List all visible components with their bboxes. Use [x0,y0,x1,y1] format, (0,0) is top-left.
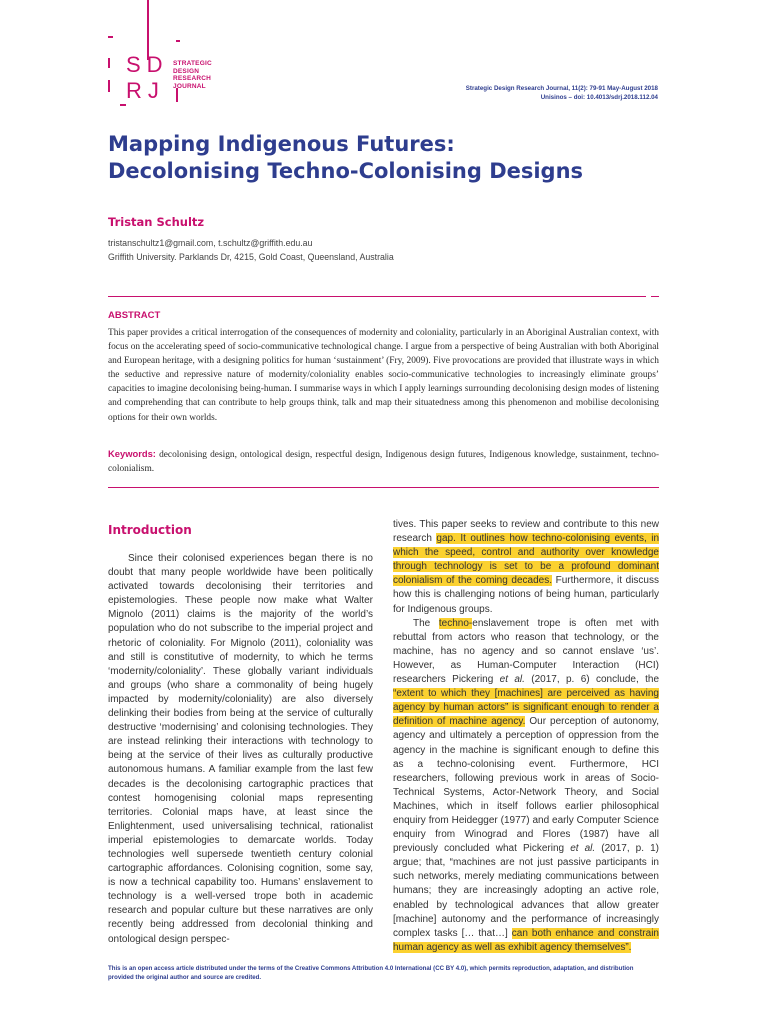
paper-title-line: Mapping Indigenous Futures: [108,132,455,156]
body-text: tives. This paper seeks to review and contribute to this new research [393,519,659,545]
paper-title-line: Decolonising Techno-Colonising Designs [108,159,584,183]
logo-vertical-line [147,0,149,60]
journal-logo [108,28,218,108]
keywords-label: Keywords: [108,448,156,459]
logo-dash [108,36,113,38]
divider-dash [651,296,659,297]
logo-dash [176,88,178,102]
highlighted-text[interactable]: techno- [438,617,473,629]
body-text: Furthermore, it discuss how this is challenging notions of being human, particularly for Indigenous groups. [393,575,659,615]
body-column-right [393,518,659,955]
author-affiliation [108,236,668,264]
logo-dash [108,80,110,92]
paragraph [393,518,659,617]
logo-word: STRATEGIC [173,60,212,67]
journal-citation [338,84,658,102]
logo-word: JOURNAL [173,82,206,90]
logo-word: RESEARCH [173,75,212,82]
body-column-left: Since their colonised experiences began there is no doubt that many people worldwide have been politically activated towards decolonising their territories and epistemologies. These people now make what Walter Mignolo (2011) claims is the majority of the world’s population who do not subscribe to the imperial project and rhetoric of coloniality. For Mignolo (2011), coloniality was and still is constitutive of modernity, to which he terms ‘modernity/coloniality’. These globally variant individuals and groups (who share a commonality of being hugely impacted by modernity/coloniality) are also diversely delinking their bodies from being at the service of culturally destructive ‘modernising’ and colonising technologies. They are instead relinking their interactions with technology to being at the service of their lives as culturally productive autonomous humans. A familiar example from the last few decades is the decolonising cartographic practices that contest homogenising colonial maps representing territories. Colonial maps have, at least since the Enlightenment, used universalising technical, rationalist imperial epistemologies to demarcate worlds. Today technologies well supersede twentieth century colonial cartographic affordances. Colonising cognition, some say, is now a technical capability too. Humans’ enslavement to technology is a well-versed trope both in academic research and popular culture but these narratives are only recently being addressed from decolonial thinking and ontological design perspec- [108,553,373,945]
body-text: The [413,617,439,629]
paper-title [108,131,668,185]
journal-doi-line: Unisinos – doi: 10.4013/sdrj.2018.112.04 [540,94,658,101]
abstract-body: This paper provides a critical interrogation of the consequences of modernity and coloniality, particularly in an Aboriginal Australian context, with focus on the accelerating speed of socio-communicative technological change. I argue from a perspective of being Australian with both Aboriginal and European heritage, with a designing politics for human ‘sustainment’ (Fry, 2009). Five provocations are provided that illustrate ways in which the seductive and repressive nature of modernity/coloniality enables socio-communicative technologies to increasingly eliminate groups’ capacities to imagine decolonising being-human. I summarise ways in which I apply learnings surrounding decolonising design modes of listening and comprehending that can contribute to help groups think, talk and map their situatedness among this phenomenon and mobilise decolonising options for their own worlds. [108,328,659,423]
journal-citation-line: Strategic Design Research Journal, 11(2): 79-91 May-August 2018 [465,85,658,92]
license-footer: This is an open access article distributed under the terms of the Creative Commons Attribution 4.0 International (CC BY 4.0), which permits reproduction, adaptation, and distribution provided the original author and source are credited. [108,965,634,981]
italic-text: et al. [570,843,596,855]
logo-word: DESIGN [173,67,200,75]
keywords [108,447,659,476]
logo-dash [120,104,126,106]
author-institution: Griffith University. Parklands Dr, 4215, Gold Coast, Queensland, Australia [108,252,394,262]
abstract-heading: ABSTRACT [108,310,161,321]
author-emails: tristanschultz1@gmail.com, t.schultz@griffith.edu.au [108,238,313,248]
divider [108,487,659,488]
body-text: (2017, p. 6) conclude, the [524,674,660,686]
author-name: Tristan Schultz [108,215,205,229]
paragraph [393,617,659,955]
body-text: Our perception of autonomy, agency and ultimately a perception of oppression from the agency in the machine is significant enough to define this as a techno-colonising event. Furthermore, HCI researchers, following previous work in areas of Socio-Technical Systems, Actor-Network Theory, and Social Machines, which in itself follows earlier philosophical enquiry from Heidegger (1977) and early Computer Science enquiry from Winograd and Flores (1987) have all previously concluded what Pickering [393,716,659,855]
body-text: (2017, p. 1) argue; that, “machines are not just passive participants in such networks, merely mediating communications between humans; they are increasingly adopting an active role, enabled by technological advances that allow greater [machine] autonomy and the performance of increasingly complex tasks [… that…] [393,843,659,939]
keywords-text: decolonising design, ontological design, respectful design, Indigenous design futures, Indigenous knowledge, sustainment, techno-colonialism. [108,450,660,475]
logo-letters-bottom: RJ [126,78,165,103]
section-heading-introduction: Introduction [108,523,192,537]
logo-wordmark [173,60,212,90]
divider [108,296,646,297]
highlighted-text[interactable]: gap. It outlines how techno-colonising events, in which the speed, control and authority over knowledge through technology is set to be a profound dominant colonialism of the coming decades. [393,533,660,587]
highlighted-text[interactable]: can both enhance and constrain human agency as well as exhibit agency themselves”. [393,927,659,953]
logo-dash [176,40,180,42]
italic-text: et al. [499,674,525,686]
logo-letters-top: SD [126,52,169,77]
body-text: enslavement trope is often met with rebuttal from actors who reason that technology, or the machine, has no agency and so cannot enslave ‘us’. However, as Human-Computer Interaction (HCI) researchers Pickering [393,617,659,686]
logo-dash [108,58,110,68]
highlighted-text[interactable]: “extent to which they [machines] are perceived as having agency by human actors” is significant enough to render a definition of machine agency. [393,688,659,728]
